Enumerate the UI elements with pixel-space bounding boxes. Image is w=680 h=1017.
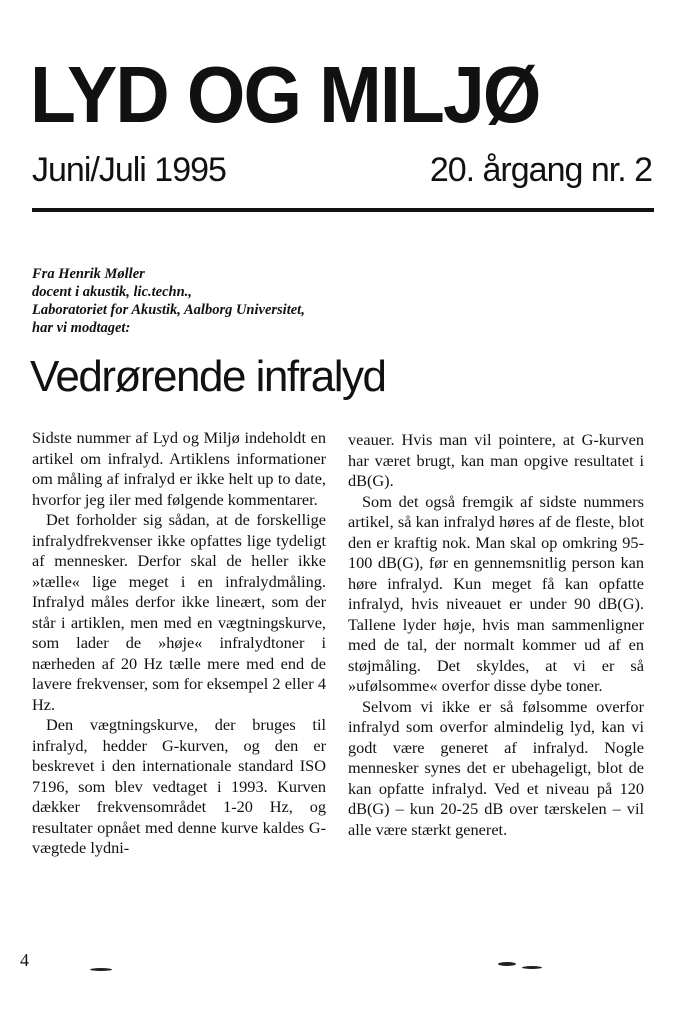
from-line: Fra Henrik Møller [32,266,145,282]
article-column-left [32,428,326,859]
paragraph: Det forholder sig sådan, at de forskellige infralydfrekvenser ikke opfattes lige tydeligt af mennesker. Derfor skal de heller ikke »tælle« lige meget i en infralydmåling. Infralyd måles derfor ikke lineært, som der står i artiklen, men med en vægtningskurve, som lader de »høje« infralydtoner i nærheden af 20 Hz tælle mere med end de lavere frekvenser, som for eksempel 2 eller 4 Hz. [32,510,326,714]
paragraph: Selvom vi ikke er så følsomme overfor infralyd som overfor almindelig lyd, kan vi godt være generet af infralyd. Nogle mennesker synes det er ubehageligt, blot de kan opfatte infralyd. Ved et niveau på 120 dB(G) – kun 20-25 dB over tærskelen – vil alle være stærkt generet. [348,696,644,839]
article-column-right [348,430,644,840]
issue-number: 20. årgang nr. 2 [429,151,652,189]
masthead-title: LYD OG MILJØ [30,50,540,139]
issue-date: Juni/Juli 1995 [32,151,226,189]
article-headline: Vedrørende infralyd [30,352,386,401]
from-block [32,265,452,337]
from-line: docent i akustik, lic.techn., [32,284,192,300]
paragraph: veauer. Hvis man vil pointere, at G-kurven har været brugt, kan man opgive resultatet i dB(G). [348,430,644,490]
scan-smudge [498,962,516,966]
masthead-rule [32,208,654,212]
page-number: 4 [20,950,29,970]
paragraph: Den vægtningskurve, der bruges til infralyd, hedder G-kurven, og den er beskrevet i den internationale standard ISO 7196, som blev vedtaget i 1993. Kurven dækker frekvensområdet 1-20 Hz, og resultater opnået med denne kurve kaldes G-vægtede lydni- [32,715,326,857]
from-line: har vi modtaget: [32,320,131,336]
scan-smudge [90,968,112,971]
scan-smudge [522,966,542,969]
paragraph: Som det også fremgik af sidste nummers artikel, så kan infralyd høres af de fleste, blot den er kraftig nok. Man skal op omkring 95-100 dB(G), før en gennemsnitlig person kan høre infralyd. Kun meget få kan opfatte infralyd, hvis niveauet er under 90 dB(G). Tallene lyder høje, hvis man sammenligner med de tal, der normalt kommer ud af en støjmåling. Det skyldes, at vi er så »ufølsomme« overfor disse dybe toner. [348,491,644,695]
paragraph: Sidste nummer af Lyd og Miljø indeholdt en artikel om infralyd. Artiklens informationer om måling af infralyd er ikke helt up to date, hvorfor jeg iler med følgende kommentarer. [32,428,326,509]
from-line: Laboratoriet for Akustik, Aalborg Universitet, [32,302,305,318]
